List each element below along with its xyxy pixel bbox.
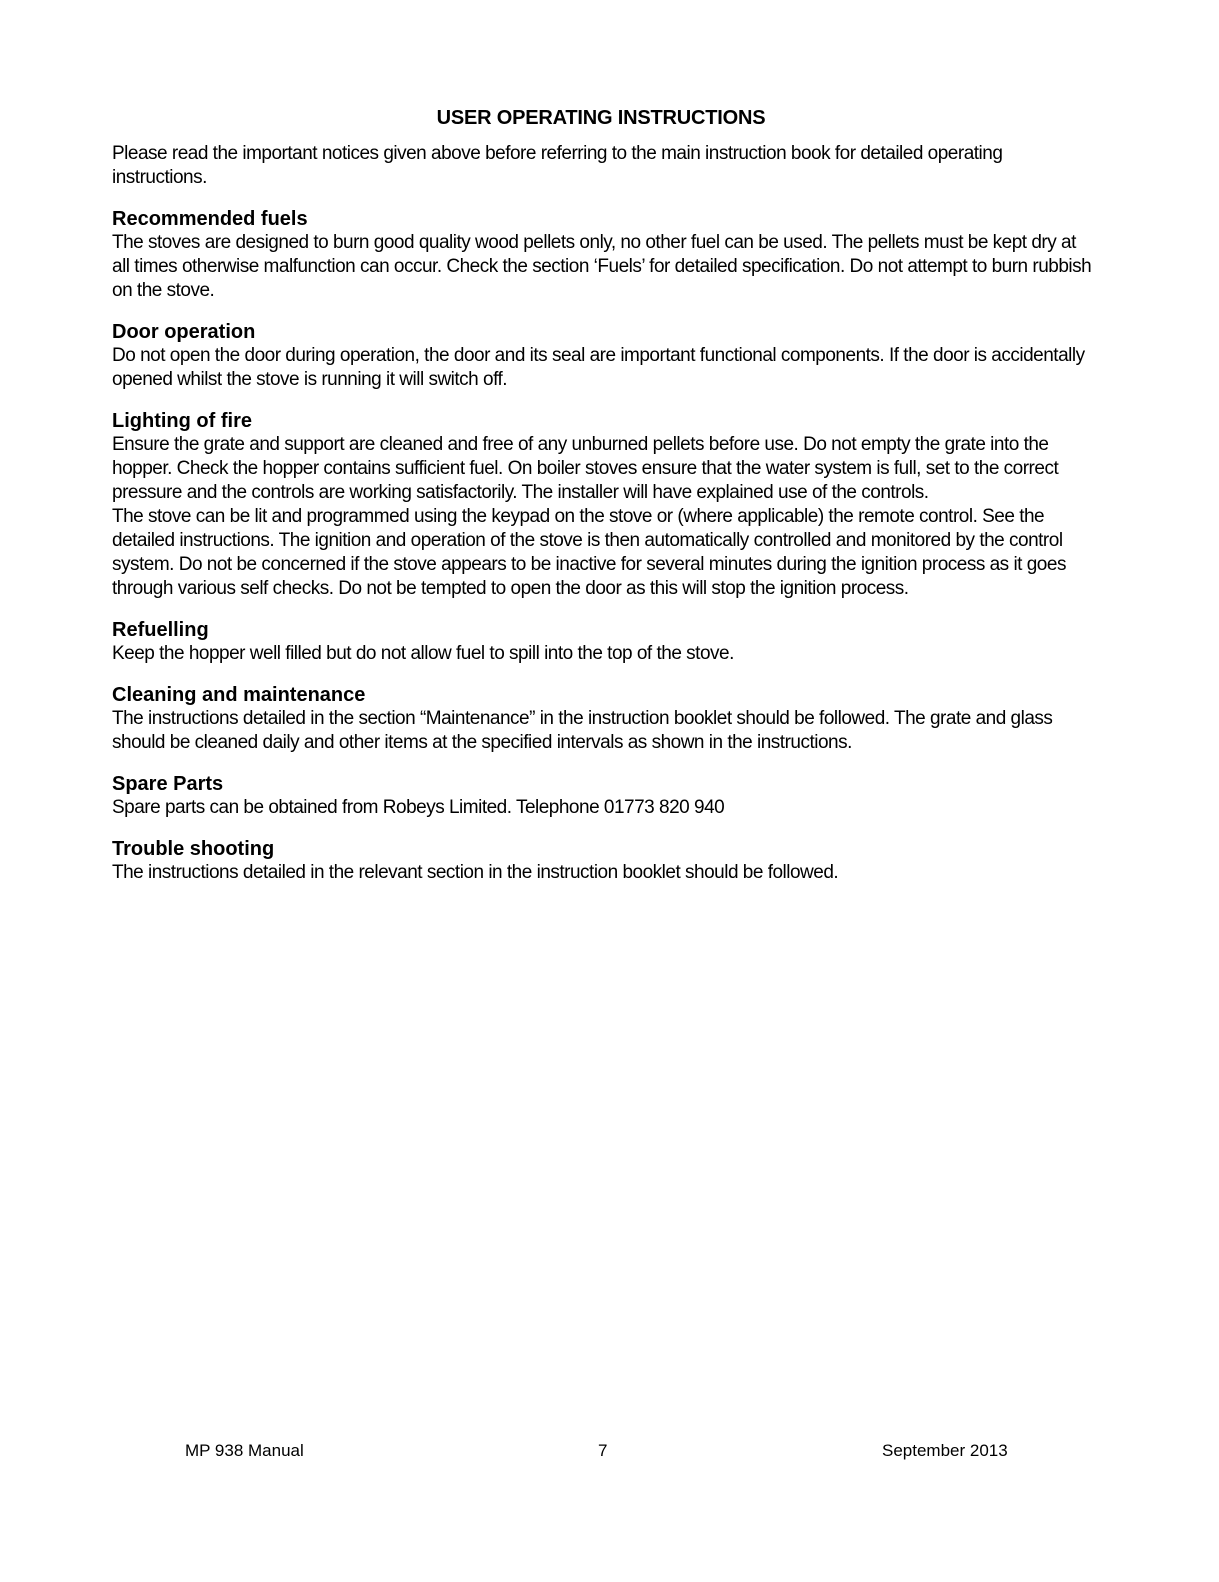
footer-page-number: 7 [598, 1441, 608, 1460]
section-paragraph: The instructions detailed in the relevant section in the instruction booklet should be followed. [112, 862, 839, 883]
section-paragraph: Keep the hopper well filled but do not allow fuel to spill into the top of the stove. [112, 643, 734, 664]
section-paragraph: The instructions detailed in the section “Maintenance” in the instruction booklet should be followed. The grate and glass should be cleaned daily and other items at the specified intervals as shown in the instructions. [112, 708, 1053, 753]
section-paragraph: The stove can be lit and programmed using the keypad on the stove or (where applicable) the remote control. See the detailed instructions. The ignition and operation of the stove is then automatically controlled and monitored by the control system. Do not be concerned if the stove appears to be inactive for several minutes during the ignition process as it goes through various self checks. Do not be tempted to open the door as this will stop the ignition process. [112, 506, 1066, 599]
section-lighting-of-fire [112, 409, 1097, 601]
section-paragraph: Do not open the door during operation, the door and its seal are important functional components. If the door is accidentally opened whilst the stove is running it will switch off. [112, 345, 1085, 390]
section-heading: Spare Parts [112, 773, 224, 795]
section-recommended-fuels [112, 207, 1097, 303]
section-heading: Trouble shooting [112, 838, 275, 860]
section-heading: Door operation [112, 321, 256, 343]
section-heading: Lighting of fire [112, 410, 252, 432]
section-door-operation [112, 320, 1097, 392]
section-heading: Recommended fuels [112, 208, 308, 230]
footer-manual-name: MP 938 Manual [185, 1441, 304, 1460]
intro-paragraph: Please read the important notices given above before referring to the main instruction book for detailed operating instructions. [112, 143, 1003, 188]
section-paragraph: Spare parts can be obtained from Robeys Limited. Telephone 01773 820 940 [112, 797, 725, 818]
page-footer [0, 1441, 1219, 1463]
section-refuelling [112, 618, 1097, 666]
section-paragraph: Ensure the grate and support are cleaned and free of any unburned pellets before use. Do not empty the grate into the hopper. Check the hopper contains sufficient fuel. On boiler stoves ensure that the water system is full, set to the correct pressure and the controls are working satisfactorily. The installer will have explained use of the controls. [112, 434, 1059, 503]
document-body [112, 142, 1097, 902]
section-cleaning-and-maintenance [112, 683, 1097, 755]
section-heading: Cleaning and maintenance [112, 684, 366, 706]
page-title: USER OPERATING INSTRUCTIONS [436, 107, 766, 130]
section-trouble-shooting [112, 837, 1097, 885]
section-paragraph: The stoves are designed to burn good quality wood pellets only, no other fuel can be used. The pellets must be kept dry at all times otherwise malfunction can occur. Check the section ‘Fuels’ for detailed specification. Do not attempt to burn rubbish on the stove. [112, 232, 1092, 301]
footer-date: September 2013 [882, 1441, 1008, 1460]
section-heading: Refuelling [112, 619, 209, 641]
section-spare-parts [112, 772, 1097, 820]
